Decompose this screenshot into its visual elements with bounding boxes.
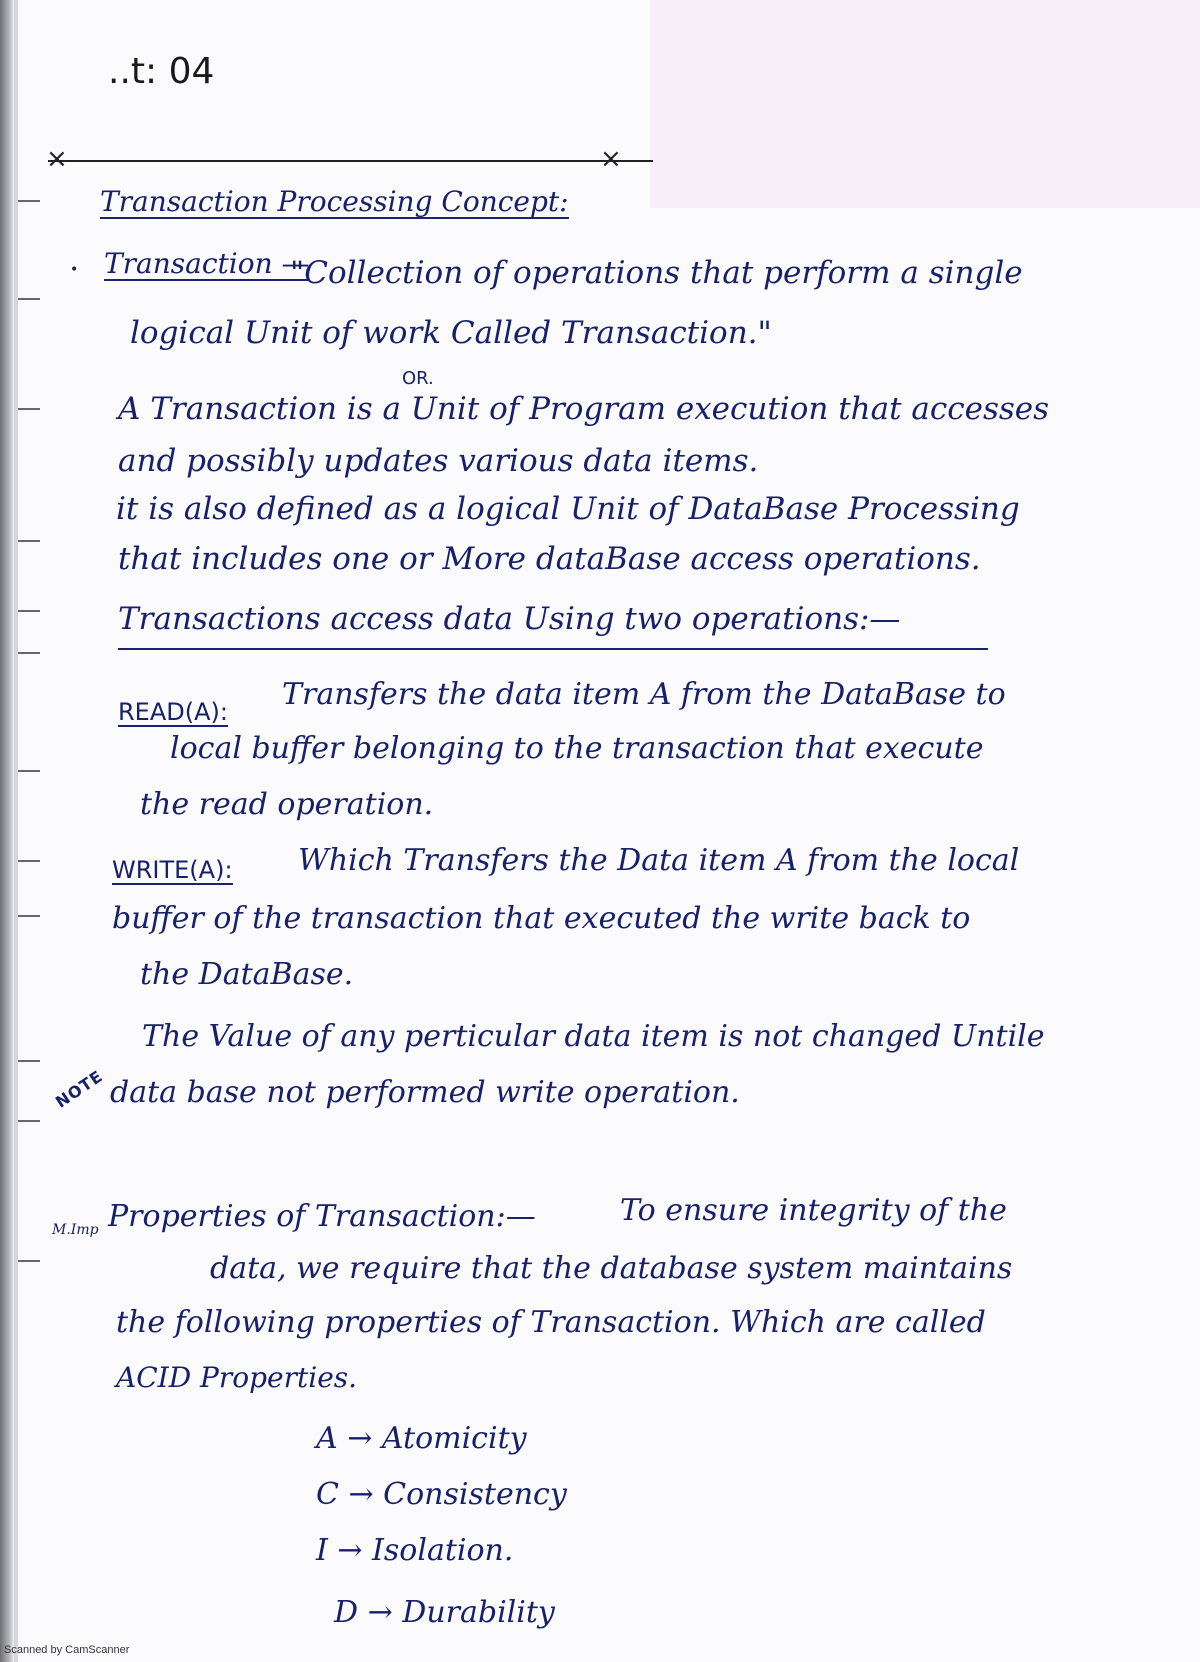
operations-heading: Transactions access data Using two operations:—: [118, 601, 901, 637]
bullet-dot: •: [70, 262, 79, 278]
read-line-2: local buffer belonging to the transaction that execute: [170, 731, 984, 766]
definition3-line-2: that includes one or More dataBase access operations.: [118, 541, 981, 577]
separator-line: [48, 160, 653, 162]
definition3-line-1: it is also defined as a logical Unit of DataBase Processing: [116, 491, 1020, 527]
separator-x-left: ×: [46, 144, 68, 174]
highlight-patch: [650, 0, 1200, 208]
acid-item: C → Consistency: [316, 1477, 567, 1512]
properties-intro-line-2: data, we require that the database system maintains: [210, 1251, 1013, 1286]
write-label: WRITE(A):: [112, 856, 233, 884]
write-line-1: Which Transfers the Data item A from the local: [298, 843, 1020, 878]
definition-line-2: logical Unit of work Called Transaction.": [130, 315, 772, 351]
acid-item: A → Atomicity: [316, 1421, 527, 1456]
definition2-line-1: A Transaction is a Unit of Program execution that accesses: [118, 391, 1050, 427]
definition-line-1: "Collection of operations that perform a single: [290, 255, 1023, 291]
scanner-watermark: Scanned by CamScanner: [4, 1644, 130, 1656]
transaction-heading: Transaction —: [104, 247, 310, 280]
properties-heading: Properties of Transaction:—: [108, 1199, 536, 1234]
read-line-3: the read operation.: [140, 787, 434, 822]
note-tag: NOTE: [52, 1066, 107, 1112]
important-mark: M.Imp: [52, 1222, 99, 1238]
properties-intro-line-3: the following properties of Transaction. Which are called: [116, 1305, 986, 1340]
page-binding: [0, 0, 14, 1662]
read-line-1: Transfers the data item A from the DataBase to: [282, 677, 1006, 712]
properties-intro-line-1: To ensure integrity of the: [620, 1193, 1007, 1228]
note-line-1: The Value of any perticular data item is not changed Untile: [142, 1019, 1045, 1054]
write-line-2: buffer of the transaction that executed the write back to: [112, 901, 971, 936]
or-separator: OR.: [402, 368, 434, 389]
read-label: READ(A):: [118, 698, 228, 726]
separator-x-right: ×: [600, 144, 622, 174]
page-title: Transaction Processing Concept:: [100, 185, 569, 218]
operations-heading-underline: [118, 648, 988, 650]
acid-item: D → Durability: [334, 1595, 555, 1630]
unit-label: ..t: 04: [108, 51, 215, 92]
acid-item: I → Isolation.: [316, 1533, 514, 1568]
definition2-line-2: and possibly updates various data items.: [118, 443, 759, 479]
write-line-3: the DataBase.: [140, 957, 354, 992]
binding-edge: [14, 0, 18, 1662]
note-line-2: data base not performed write operation.: [110, 1075, 740, 1110]
properties-intro-line-4: ACID Properties.: [116, 1361, 358, 1394]
